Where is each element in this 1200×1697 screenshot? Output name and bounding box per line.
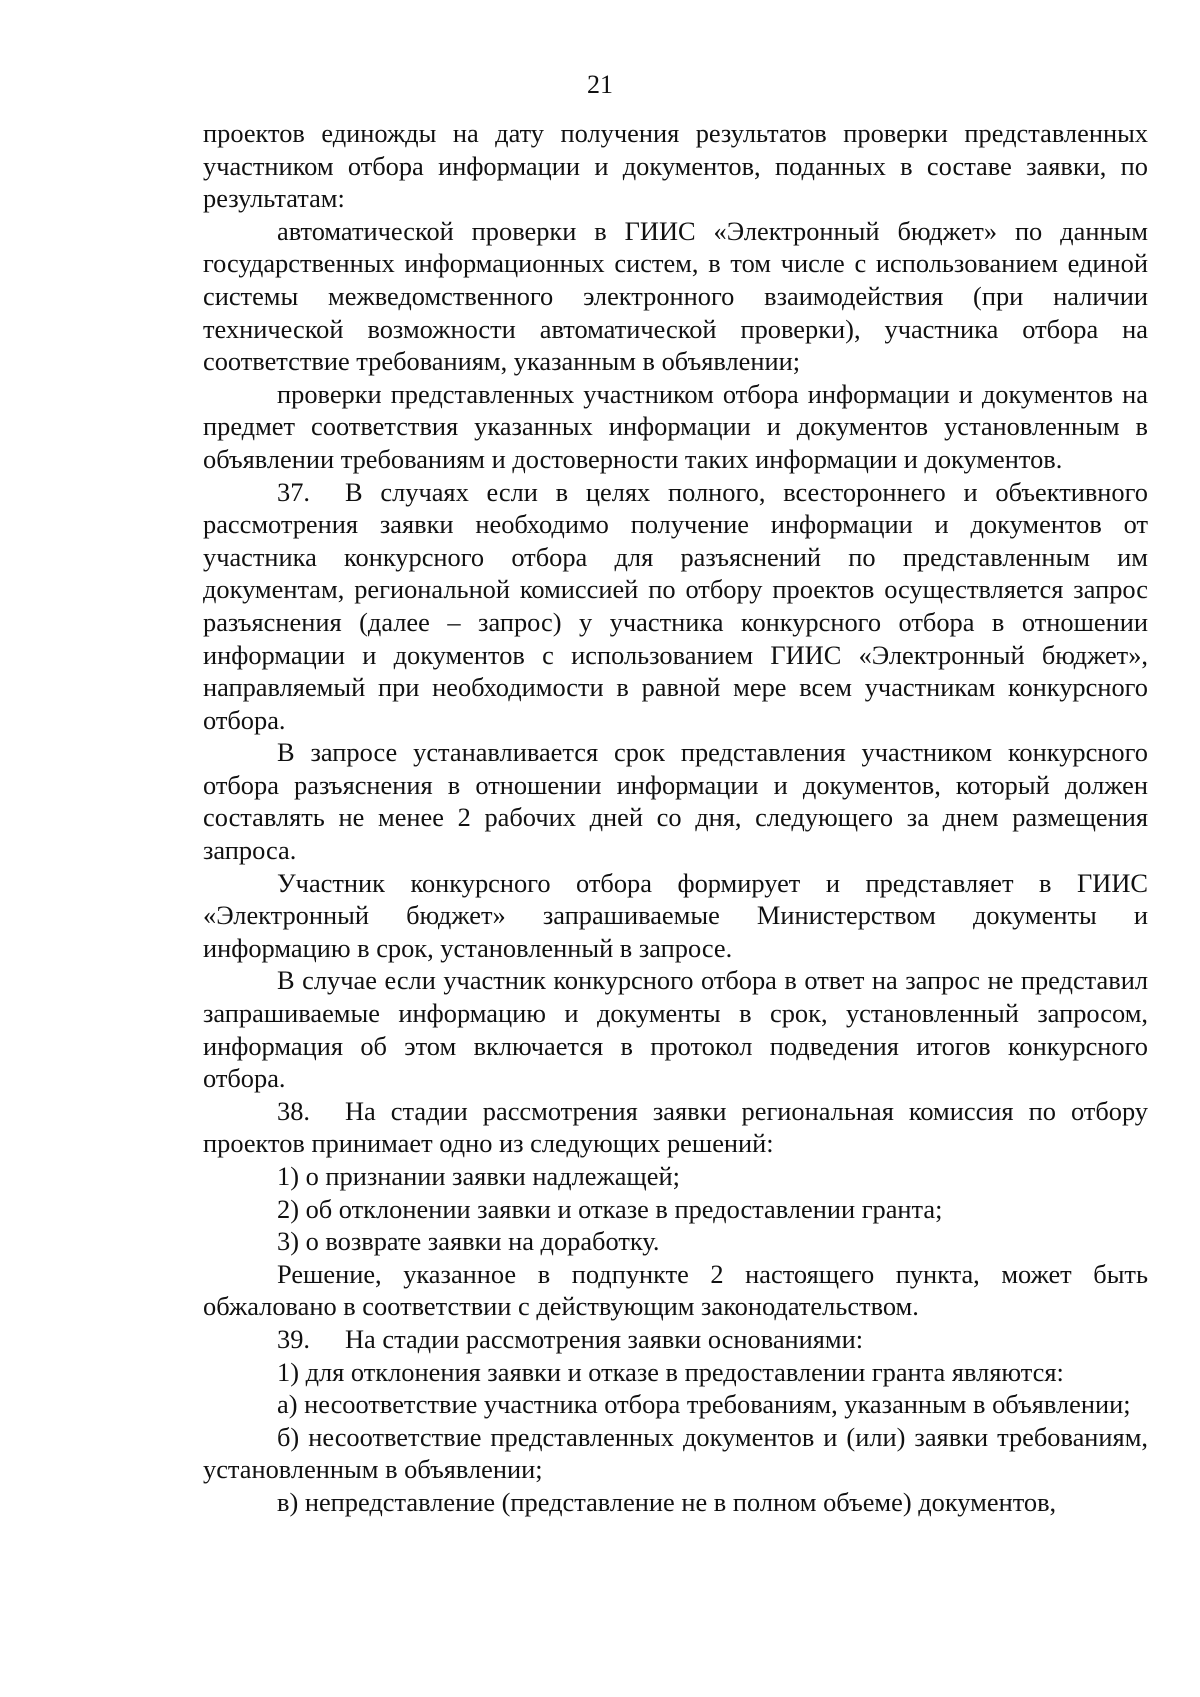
paragraph: В случае если участник конкурсного отбора в ответ на запрос не представил запрашиваемые информацию и документы в срок, установленный запросом, информация об этом включается в протокол подведения итогов конкурсного отбора. <box>203 965 1148 1094</box>
paragraph-number: 37. <box>277 476 310 507</box>
list-item: б) несоответствие представленных документов и (или) заявки требованиям, установленным в объявлении; <box>203 1421 1148 1485</box>
list-item: в) непредставление (представление не в полном объеме) документов, <box>277 1486 1057 1517</box>
numbered-paragraph-37 <box>203 476 1148 737</box>
page-number: 21 <box>587 70 613 99</box>
paragraph-text: На стадии рассмотрения заявки региональная комиссия по отбору проектов принимает одно из следующих решений: <box>203 1095 1148 1159</box>
list-item: а) несоответствие участника отбора требованиям, указанным в объявлении; <box>277 1389 1131 1420</box>
numbered-paragraph-38 <box>203 1095 1148 1160</box>
paragraph: проектов единожды на дату получения результатов проверки представленных участником отбора информации и документов, поданных в составе заявки, по результатам: <box>203 118 1148 214</box>
paragraph-text: На стадии рассмотрения заявки основаниями: <box>345 1323 864 1354</box>
paragraph-number: 38. <box>277 1095 310 1126</box>
list-item: 1) о признании заявки надлежащей; <box>277 1161 680 1191</box>
paragraph: В запросе устанавливается срок представления участником конкурсного отбора разъяснения в отношении информации и документов, который должен составлять не менее 2 рабочих дней со дня, следующего за днем размещения запроса. <box>203 737 1148 866</box>
paragraph: проверки представленных участником отбора информации и документов на предмет соответствия указанных информации и документов установленным в объявлении требованиям и достоверности таких информации и документов. <box>203 378 1148 474</box>
paragraph: Участник конкурсного отбора формирует и представляет в ГИИС «Электронный бюджет» запрашиваемые Министерством документы и информацию в срок, установленный в запросе. <box>203 867 1148 963</box>
paragraph-text: В случаях если в целях полного, всестороннего и объективного рассмотрения заявки необходимо получение информации и документов от участника конкурсного отбора для разъяснений по представленным им документам, региональной комиссией по отбору проектов осуществляется запрос разъяснения (далее – запрос) у участника конкурсного отбора в отношении информации и документов с использованием ГИИС «Электронный бюджет», направляемый при необходимости в равной мере всем участникам конкурсного отбора. <box>203 476 1148 735</box>
numbered-paragraph-39 <box>203 1323 1148 1356</box>
list-item: 2) об отклонении заявки и отказе в предоставлении гранта; <box>277 1193 943 1224</box>
document-body <box>203 117 1148 1519</box>
list-item: 1) для отклонения заявки и отказе в предоставлении гранта являются: <box>277 1356 1064 1387</box>
list-item: 3) о возврате заявки на доработку. <box>277 1226 660 1257</box>
paragraph-number: 39. <box>277 1323 310 1354</box>
paragraph: Решение, указанное в подпункте 2 настоящего пункта, может быть обжаловано в соответствии с действующим законодательством. <box>203 1258 1148 1322</box>
paragraph: автоматической проверки в ГИИС «Электронный бюджет» по данным государственных информационных систем, в том числе с использованием единой системы межведомственного электронного взаимодействия (при наличии технической возможности автоматической проверки), участника отбора на соответствие требованиям, указанным в объявлении; <box>203 215 1148 377</box>
